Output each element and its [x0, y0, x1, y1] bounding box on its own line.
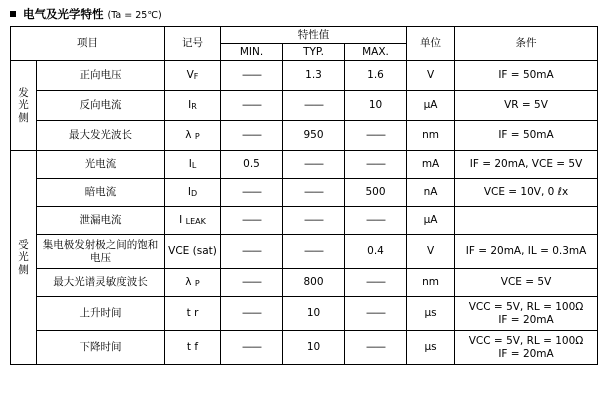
row-symbol: [165, 179, 221, 207]
row-condition-line1: VR = 5V: [504, 99, 548, 112]
table-row: [11, 207, 598, 235]
row-item: 暗电流: [37, 179, 165, 207]
row-condition-line1: VCC = 5V, RL = 100Ω: [468, 301, 584, 314]
row-min: ——: [221, 297, 283, 331]
page-title-condition: (Ta = 25℃): [107, 10, 162, 21]
row-unit: μA: [407, 91, 455, 121]
row-symbol: [165, 297, 221, 331]
row-typ: 10: [283, 331, 345, 365]
row-condition: [455, 297, 598, 331]
row-max: 10: [345, 91, 407, 121]
row-symbol: [165, 151, 221, 179]
row-item: 正向电压: [37, 61, 165, 91]
row-max: 500: [345, 179, 407, 207]
row-symbol-sub: P: [194, 279, 200, 289]
row-condition-line1: IF = 50mA: [498, 129, 554, 142]
row-item: 最大光谱灵敏度波长: [37, 269, 165, 297]
row-symbol: [165, 207, 221, 235]
row-typ: ——: [283, 207, 345, 235]
row-min: ——: [221, 121, 283, 151]
row-condition-line2: IF = 20mA: [498, 313, 554, 326]
table-row: [11, 151, 598, 179]
row-typ: 800: [283, 269, 345, 297]
row-symbol-main: λ: [185, 276, 192, 289]
side-label-receiver-c3: 侧: [18, 263, 29, 276]
row-typ: 950: [283, 121, 345, 151]
row-min: ——: [221, 331, 283, 365]
row-symbol-main: VCE (sat): [168, 245, 217, 258]
side-label-receiver-c1: 受: [18, 239, 29, 252]
row-condition: [455, 151, 598, 179]
row-item: 集电极发射极之间的饱和电压: [37, 235, 165, 269]
header-spec-group: 特性值: [221, 27, 407, 44]
row-typ: ——: [283, 151, 345, 179]
row-item: 上升时间: [37, 297, 165, 331]
row-max: ——: [345, 151, 407, 179]
row-item: 反向电流: [37, 91, 165, 121]
row-condition-line1: VCC = 5V, RL = 100Ω: [468, 335, 584, 348]
row-symbol-sub: R: [191, 102, 197, 112]
row-max: ——: [345, 207, 407, 235]
row-typ: ——: [283, 235, 345, 269]
row-condition-line1: IF = 20mA, VCE = 5V: [469, 158, 583, 171]
row-symbol-main: V: [186, 69, 194, 82]
table-row: [11, 121, 598, 151]
row-min: ——: [221, 269, 283, 297]
row-symbol-main: t r: [186, 307, 199, 320]
table-row: [11, 179, 598, 207]
row-condition-line1: VCE = 10V, 0 ℓx: [483, 186, 569, 199]
row-max: 1.6: [345, 61, 407, 91]
row-condition: [455, 91, 598, 121]
side-label-receiver-c2: 光: [18, 251, 29, 264]
row-condition-line1: IF = 50mA: [498, 69, 554, 82]
side-label-emitter-c1: 发: [18, 87, 29, 100]
row-symbol-sub: D: [190, 189, 198, 199]
row-symbol-main: λ: [185, 129, 192, 142]
row-unit: mA: [407, 151, 455, 179]
row-min: ——: [221, 179, 283, 207]
row-unit: μs: [407, 297, 455, 331]
header-item: 项目: [11, 27, 165, 61]
row-symbol-main: I: [187, 186, 191, 199]
row-typ: ——: [283, 91, 345, 121]
row-max: ——: [345, 121, 407, 151]
header-max: MAX.: [345, 44, 407, 61]
row-max: ——: [345, 269, 407, 297]
row-item: 最大发光波长: [37, 121, 165, 151]
row-symbol-sub: F: [193, 72, 199, 82]
row-max: ——: [345, 297, 407, 331]
row-item: 光电流: [37, 151, 165, 179]
row-symbol-main: I: [179, 214, 183, 227]
header-unit: 单位: [407, 27, 455, 61]
side-label-emitter: [11, 61, 37, 151]
row-typ: 1.3: [283, 61, 345, 91]
row-symbol-main: t f: [186, 341, 199, 354]
table-row: [11, 61, 598, 91]
row-symbol-main: I: [188, 158, 192, 171]
header-min: MIN.: [221, 44, 283, 61]
electrical-optical-characteristics-table: [10, 26, 598, 365]
row-symbol: [165, 91, 221, 121]
header-typ: TYP.: [283, 44, 345, 61]
row-condition: [455, 179, 598, 207]
row-item: 泄漏电流: [37, 207, 165, 235]
row-symbol: [165, 61, 221, 91]
row-condition-line1: VCE = 5V: [500, 276, 552, 289]
row-condition-line1: IF = 20mA, IL = 0.3mA: [465, 245, 587, 258]
row-condition: [455, 61, 598, 91]
row-symbol: [165, 269, 221, 297]
row-unit: μs: [407, 331, 455, 365]
row-condition: [455, 121, 598, 151]
row-unit: nA: [407, 179, 455, 207]
table-row: [11, 297, 598, 331]
row-symbol: [165, 331, 221, 365]
row-unit: nm: [407, 121, 455, 151]
row-min: ——: [221, 207, 283, 235]
table-header-row-1: [11, 27, 598, 44]
row-condition-line2: IF = 20mA: [498, 347, 554, 360]
side-label-emitter-c2: 光: [18, 99, 29, 112]
row-symbol: [165, 235, 221, 269]
page-title-text: 电气及光学特性: [23, 7, 104, 21]
table-row: [11, 235, 598, 269]
header-symbol: 记号: [165, 27, 221, 61]
table-row: [11, 269, 598, 297]
row-min: 0.5: [221, 151, 283, 179]
table-row: [11, 91, 598, 121]
row-typ: ——: [283, 179, 345, 207]
row-condition: [455, 331, 598, 365]
row-symbol-sub: L: [191, 161, 197, 171]
row-unit: μA: [407, 207, 455, 235]
row-unit: V: [407, 235, 455, 269]
row-typ: 10: [283, 297, 345, 331]
row-symbol-main: I: [188, 99, 192, 112]
row-condition: [455, 235, 598, 269]
row-unit: nm: [407, 269, 455, 297]
row-condition: [455, 269, 598, 297]
row-min: ——: [221, 91, 283, 121]
row-item: 下降时间: [37, 331, 165, 365]
table-row: [11, 331, 598, 365]
row-unit: V: [407, 61, 455, 91]
header-condition: 条件: [455, 27, 598, 61]
row-min: ——: [221, 61, 283, 91]
row-max: 0.4: [345, 235, 407, 269]
side-label-emitter-c3: 侧: [18, 111, 29, 124]
row-symbol: [165, 121, 221, 151]
row-symbol-sub: P: [194, 132, 200, 142]
bullet-icon: [10, 11, 16, 17]
row-condition: [455, 207, 598, 235]
row-max: ——: [345, 331, 407, 365]
page-title: [0, 0, 607, 26]
row-min: ——: [221, 235, 283, 269]
row-symbol-sub: LEAK: [185, 217, 206, 227]
side-label-receiver: [11, 151, 37, 365]
